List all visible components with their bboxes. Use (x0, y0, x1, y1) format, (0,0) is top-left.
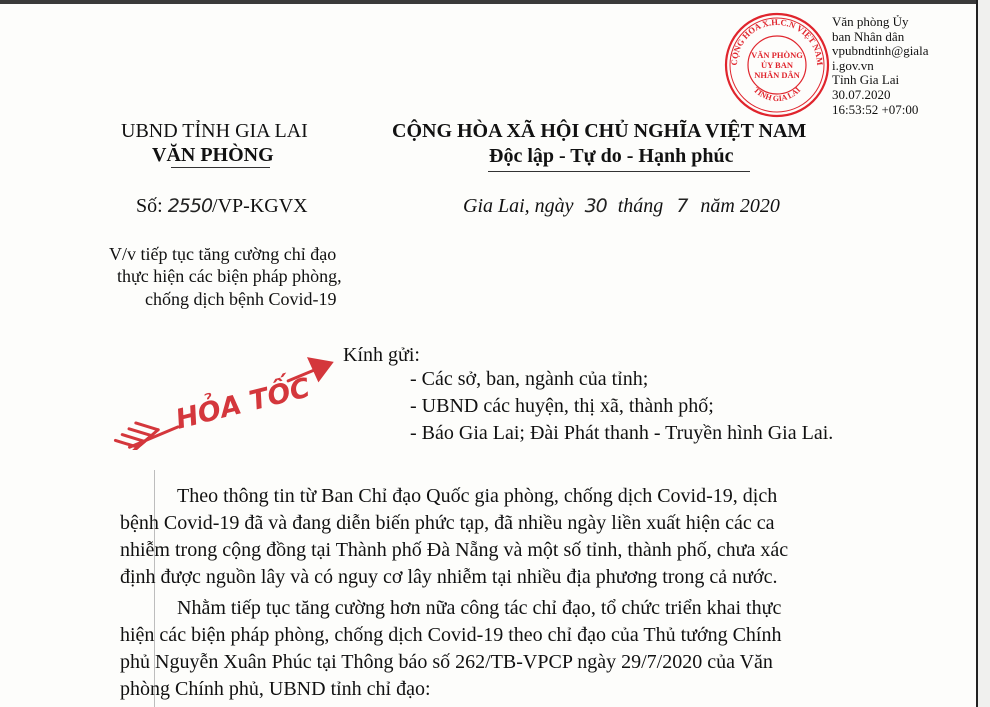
handwritten-day: 30 (584, 195, 607, 217)
svg-text:VĂN PHÒNG: VĂN PHÒNG (751, 50, 803, 60)
digital-signature-info (832, 15, 928, 117)
recipient-item: - UBND các huyện, thị xã, thành phố; (410, 395, 714, 417)
body-line: nhiễm trong cộng đồng tại Thành phố Đà Nẵng và một số tỉnh, thành phố, chưa xác (120, 539, 789, 561)
signature-line: i.gov.vn (832, 57, 874, 73)
signature-line: ban Nhân dân (832, 28, 905, 44)
office-name: VĂN PHÒNG (152, 144, 274, 166)
svg-text:TỈNH GIA LAI: TỈNH GIA LAI (751, 85, 803, 104)
signature-line: vpubndtinh@giala (832, 43, 929, 59)
body-line: bệnh Covid-19 đã và đang diễn biến phức tạp, đã nhiều ngày liền xuất hiện các ca (120, 512, 775, 534)
office-underline (171, 167, 270, 168)
svg-text:NHÂN DÂN: NHÂN DÂN (754, 70, 800, 80)
recipients-heading: Kính gửi: (343, 344, 420, 366)
signature-line: 30.07.2020 (832, 86, 891, 102)
agency-name: UBND TỈNH GIA LAI (121, 120, 308, 142)
body-line: phòng Chính phủ, UBND tỉnh chỉ đạo: (120, 678, 431, 700)
urgent-stamp (103, 350, 353, 450)
urgent-stamp-text: HỎA TỐC (172, 372, 314, 436)
svg-text:ỦY BAN: ỦY BAN (760, 60, 794, 70)
year: năm 2020 (700, 195, 780, 217)
place: Gia Lai, ngày (463, 195, 574, 217)
recipient-item: - Báo Gia Lai; Đài Phát thanh - Truyền hình Gia Lai. (410, 422, 834, 444)
number-suffix: /VP-KGVX (212, 195, 308, 217)
handwritten-number: 2550 (167, 195, 213, 217)
number-prefix: Số: (136, 195, 163, 217)
signature-line: 16:53:52 +07:00 (832, 101, 919, 117)
subject-line: V/v tiếp tục tăng cường chỉ đạo (109, 244, 337, 264)
top-border (0, 0, 976, 4)
body-line: Theo thông tin từ Ban Chỉ đạo Quốc gia phòng, chống dịch Covid-19, dịch (177, 485, 778, 507)
subject-line: thực hiện các biện pháp phòng, (117, 266, 342, 286)
body-line: hiện các biện pháp phòng, chống dịch Covid-19 theo chỉ đạo của Thủ tướng Chính (120, 624, 782, 646)
document-number (136, 195, 308, 218)
signature-line: Văn phòng Ủy (832, 14, 909, 29)
official-seal-icon (723, 11, 831, 119)
subject-line: chống dịch bệnh Covid-19 (145, 289, 337, 309)
recipient-item: - Các sở, ban, ngành của tỉnh; (410, 368, 649, 390)
signature-line: Tỉnh Gia Lai (832, 72, 900, 88)
svg-text:CỘNG HÒA X.H.C.N VIỆT NAM: CỘNG HÒA X.H.C.N VIỆT NAM (728, 16, 826, 66)
country-name: CỘNG HÒA XÃ HỘI CHỦ NGHĨA VIỆT NAM (392, 120, 807, 142)
handwritten-month: 7 (676, 195, 688, 217)
body-line: phủ Nguyễn Xuân Phúc tại Thông báo số 262/TB-VPCP ngày 29/7/2020 của Văn (120, 651, 773, 673)
month-word: tháng (617, 195, 664, 217)
motto: Độc lập - Tự do - Hạnh phúc (489, 145, 734, 167)
motto-underline (488, 171, 750, 172)
body-line: định được nguồn lây và có nguy cơ lây nhiễm tại nhiều địa phương trong cả nước. (120, 566, 778, 588)
body-line: Nhằm tiếp tục tăng cường hơn nữa công tác chỉ đạo, tổ chức triển khai thực (177, 597, 782, 619)
place-date (463, 195, 780, 218)
